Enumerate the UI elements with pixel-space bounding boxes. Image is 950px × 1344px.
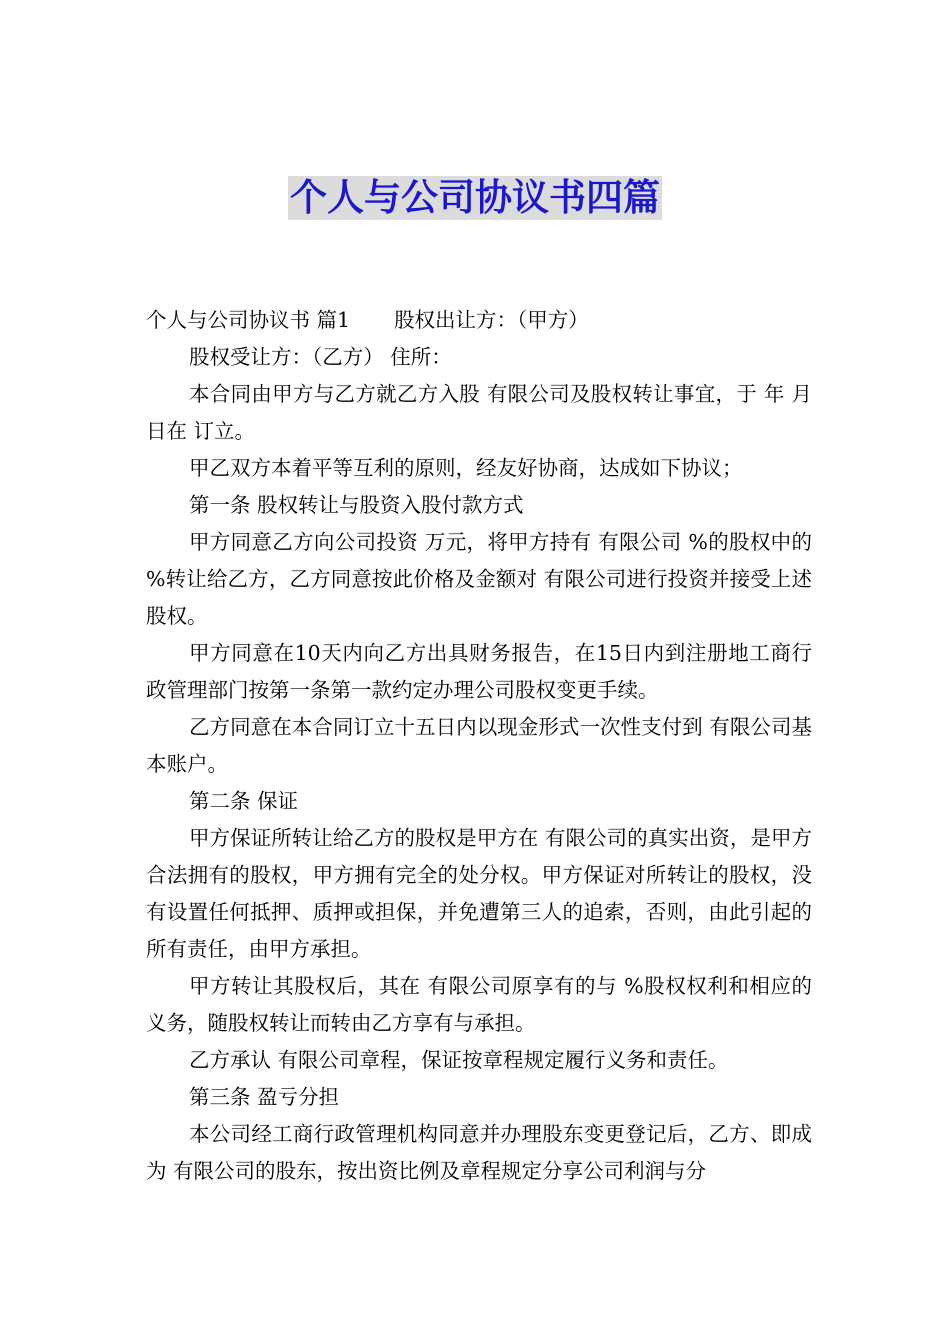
paragraph: 甲方保证所转让给乙方的股权是甲方在 有限公司的真实出资，是甲方合法拥有的股权，甲方拥有完全的处分权。甲方保证对所转让的股权，没有设置任何抵押、质押或担保，并免遭第三人的追索，否则，由此引起的所有责任，由甲方承担。 bbox=[146, 826, 812, 961]
transferor-label: 股权出让方：（甲方） bbox=[394, 308, 589, 332]
paragraph: 甲乙双方本着平等互利的原则，经友好协商，达成如下协议； bbox=[189, 456, 743, 480]
agreement-label: 个人与公司协议书 篇1 bbox=[146, 308, 351, 332]
heading-line bbox=[146, 302, 812, 339]
paragraph: 本合同由甲方与乙方就乙方入股 有限公司及股权转让事宜，于 年 月 日在 订立。 bbox=[146, 382, 812, 443]
paragraph: 乙方同意在本合同订立十五日内以现金形式一次性支付到 有限公司基本账户。 bbox=[146, 715, 812, 776]
section-heading: 第三条 盈亏分担 bbox=[189, 1085, 340, 1109]
section-heading: 第一条 股权转让与股资入股付款方式 bbox=[189, 493, 524, 517]
paragraph: 股权受让方：（乙方） 住所： bbox=[189, 345, 452, 369]
paragraph: 甲方同意乙方向公司投资 万元，将甲方持有 有限公司 %的股权中的 %转让给乙方，乙方同意按此价格及金额对 有限公司进行投资并接受上述股权。 bbox=[146, 530, 812, 628]
document-title: 个人与公司协议书四篇 bbox=[290, 176, 660, 219]
section-heading: 第二条 保证 bbox=[189, 789, 299, 813]
title-block bbox=[0, 176, 950, 220]
paragraph: 甲方转让其股权后，其在 有限公司原享有的与 %股权权利和相应的义务，随股权转让而转由乙方享有与承担。 bbox=[146, 974, 812, 1035]
document-body bbox=[146, 302, 812, 1190]
paragraph: 甲方同意在10天内向乙方出具财务报告，在15日内到注册地工商行政管理部门按第一条第一款约定办理公司股权变更手续。 bbox=[146, 641, 812, 702]
paragraph: 乙方承认 有限公司章程，保证按章程规定履行义务和责任。 bbox=[189, 1048, 729, 1072]
paragraph: 本公司经工商行政管理机构同意并办理股东变更登记后，乙方、即成为 有限公司的股东，按出资比例及章程规定分享公司利润与分 bbox=[146, 1122, 812, 1183]
